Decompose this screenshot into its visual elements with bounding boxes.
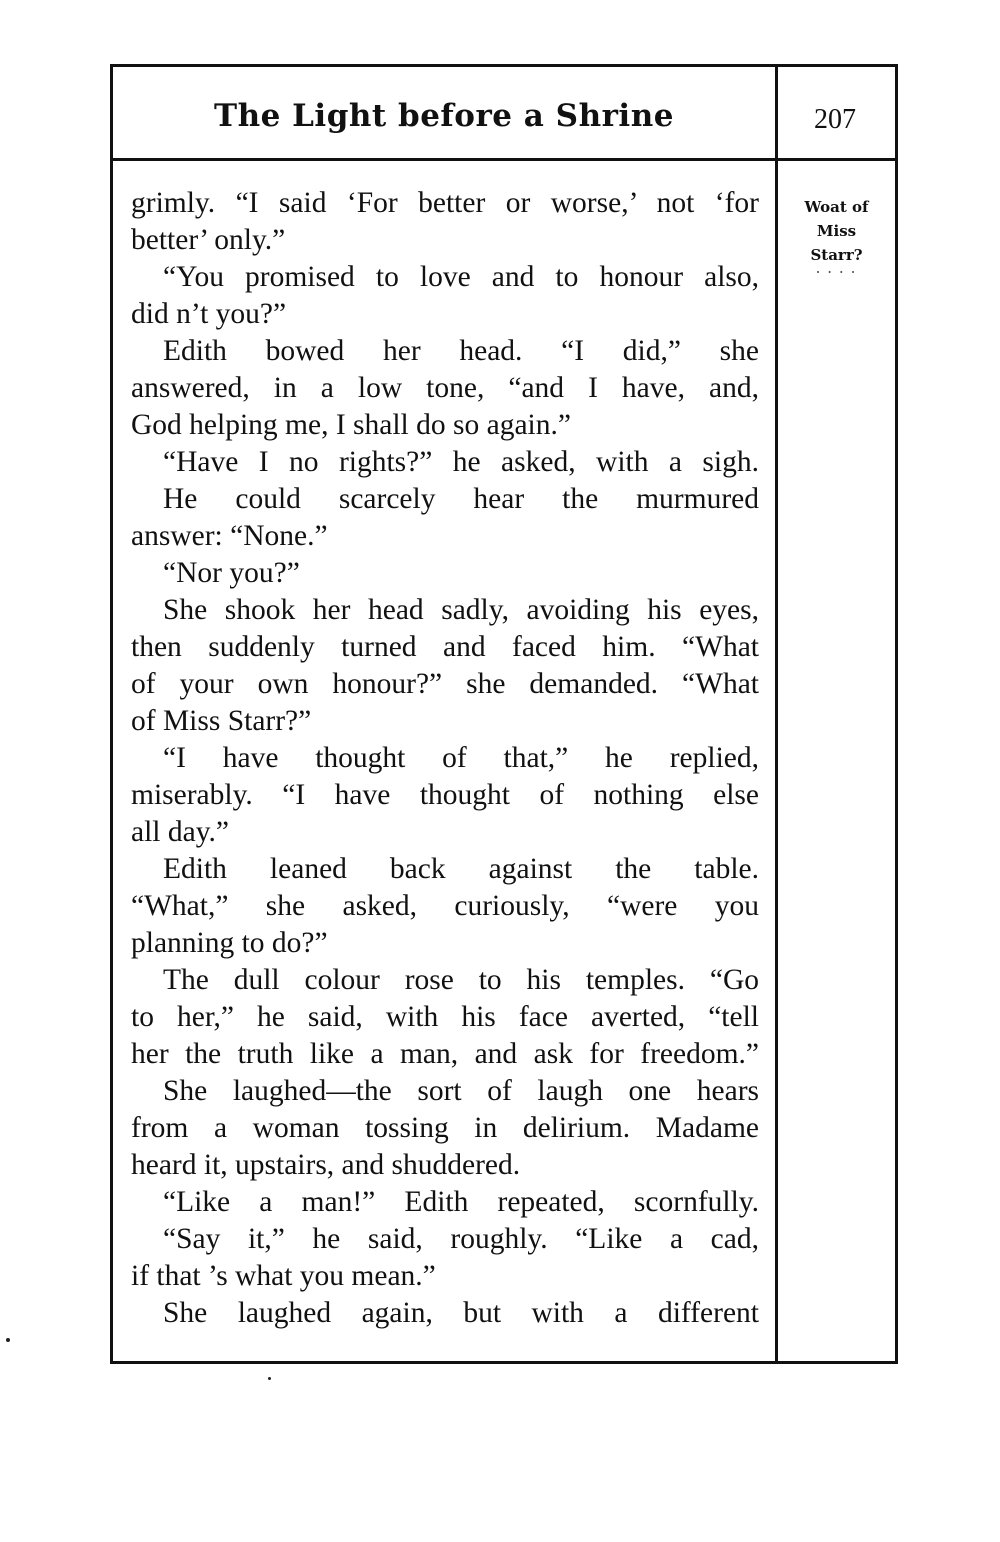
text-line: miserably. “I have thought of nothing else [131, 779, 759, 811]
text-line: “I have thought of that,” he replied, [163, 742, 759, 774]
text-line: Edith leaned back against the table. [163, 853, 759, 885]
running-title: The Light before a Shrine [214, 97, 674, 134]
marginal-note [778, 195, 895, 276]
text-line: her the truth like a man, and ask for freedom.” [131, 1038, 759, 1070]
text-line: better’ only.” [131, 224, 286, 256]
text-line: planning to do?” [131, 927, 328, 959]
text-line: “You promised to love and to honour also, [163, 261, 759, 293]
text-line: Edith bowed her head. “I did,” she [163, 335, 759, 367]
text-line: of your own honour?” she demanded. “What [131, 668, 759, 700]
marginal-note-rule: . . . . [816, 263, 857, 276]
text-line: The dull colour rose to his temples. “Go [163, 964, 759, 996]
text-line: grimly. “I said ‘For better or worse,’ not ‘for [131, 187, 759, 219]
text-line: She laughed again, but with a different [163, 1297, 759, 1329]
text-line: if that ’s what you mean.” [131, 1260, 436, 1292]
text-line: answered, in a low tone, “and I have, and, [131, 372, 759, 404]
text-line: He could scarcely hear the murmured [163, 483, 759, 515]
marginal-note-line: Miss [816, 222, 857, 240]
text-line: of Miss Starr?” [131, 705, 312, 737]
body-text [131, 185, 759, 1332]
text-line: God helping me, I shall do so again.” [131, 409, 571, 441]
marginal-note-line: Woat of [804, 198, 869, 216]
text-line: all day.” [131, 816, 230, 848]
text-line: She shook her head sadly, avoiding his eyes, [163, 594, 759, 626]
text-line: “Nor you?” [163, 557, 300, 589]
page-number: 207 [814, 103, 856, 135]
text-line: “Have I no rights?” he asked, with a sigh. [163, 446, 759, 478]
text-line: then suddenly turned and faced him. “What [131, 631, 759, 663]
text-line: to her,” he said, with his face averted, “tell [131, 1001, 759, 1033]
text-line: “What,” she asked, curiously, “were you [131, 890, 759, 922]
text-line: answer: “None.” [131, 520, 328, 552]
text-line: She laughed—the sort of laugh one hears [163, 1075, 759, 1107]
text-line: heard it, upstairs, and shuddered. [131, 1149, 521, 1181]
page-frame [110, 64, 898, 1364]
text-line: from a woman tossing in delirium. Madame [131, 1112, 759, 1144]
text-line: did n’t you?” [131, 298, 287, 330]
scan-speck [6, 1338, 10, 1342]
text-line: “Say it,” he said, roughly. “Like a cad, [163, 1223, 759, 1255]
text-line: “Like a man!” Edith repeated, scornfully. [163, 1186, 759, 1218]
scan-speck [268, 1377, 271, 1380]
marginal-note-line: Starr? [810, 246, 863, 264]
